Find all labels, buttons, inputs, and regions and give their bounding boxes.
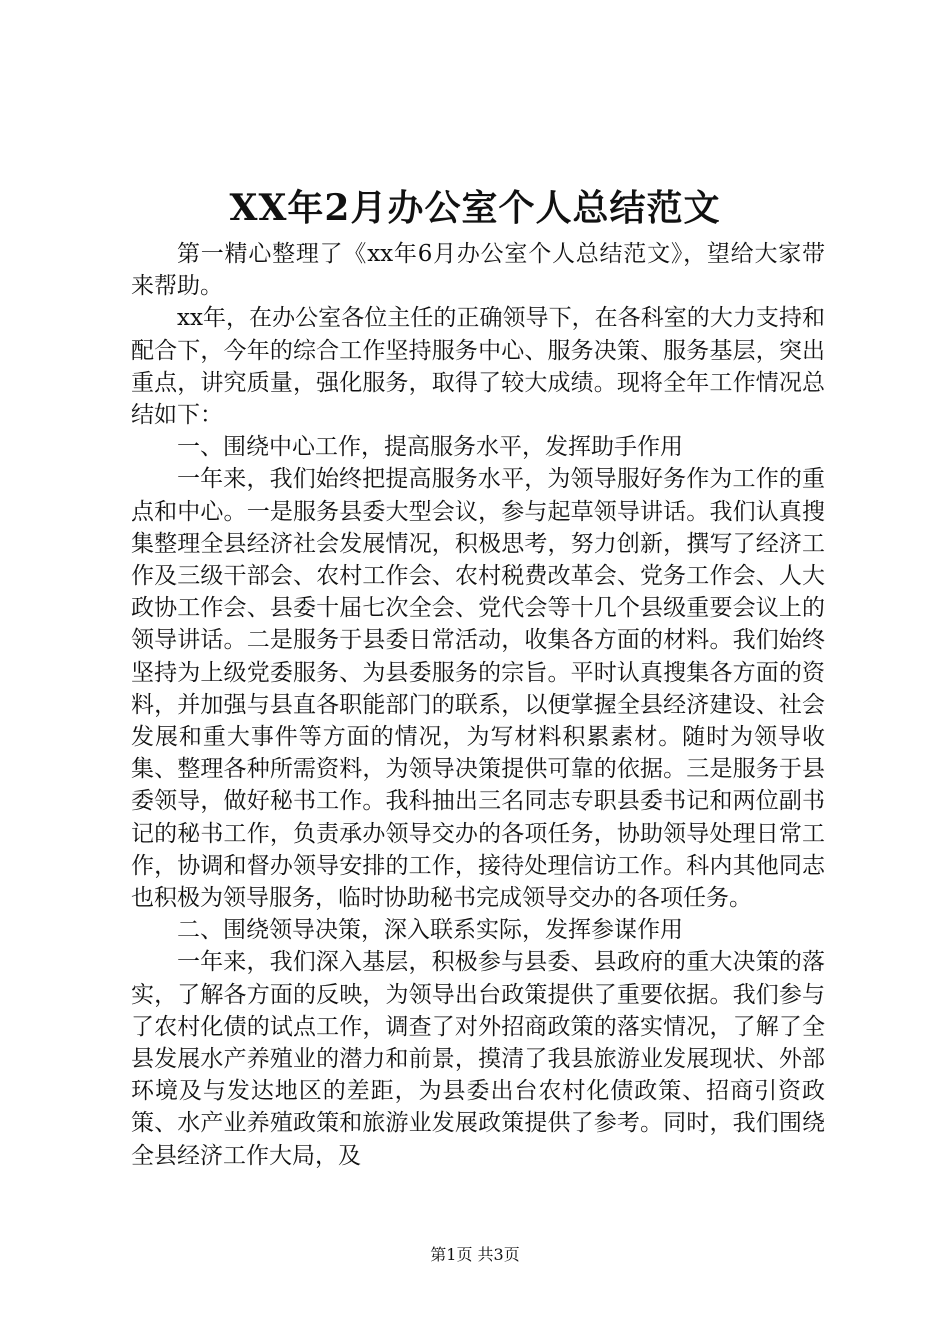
document-title: XX年2月办公室个人总结范文 — [229, 187, 721, 229]
section-body-1: 一年来，我们始终把提高服务水平，为领导服好务作为工作的重点和中心。一是服务县委大型会议，参与起草领导讲话。我们认真搜集整理全县经济社会发展情况，积极思考，努力创新，撰写了经济工作及三级干部会、农村工作会、农村税费改革会、党务工作会、人大政协工作会、县委十届七次全会、党代会等十几个县级重要会议上的领导讲话。二是服务于县委日常活动，收集各方面的材料。我们始终坚持为上级党委服务、为县委服务的宗旨。平时认真搜集各方面的资料，并加强与县直各职能部门的联系，以便掌握全县经济建设、社会发展和重大事件等方面的情况，为写材料积累素材。随时为领导收集、整理各种所需资料，为领导决策提供可靠的依据。三是服务于县委领导，做好秘书工作。我科抽出三名同志专职县委书记和两位副书记的秘书工作，负责承办领导交办的各项任务，协助领导处理日常工作，协调和督办领导安排的工作，接待处理信访工作。科内其他同志也积极为领导服务，临时协助秘书完成领导交办的各项任务。 — [131, 466, 825, 912]
intro-paragraph: 第一精心整理了《xx年6月办公室个人总结范文》，望给大家带来帮助。 — [131, 241, 825, 300]
section-heading-1: 一、围绕中心工作，提高服务水平，发挥助手作用 — [177, 434, 683, 461]
page-footer: 第1页 共3页 — [430, 1245, 520, 1264]
section-heading-2: 二、围绕领导决策，深入联系实际，发挥参谋作用 — [177, 917, 683, 944]
document-body — [131, 238, 825, 1172]
section-body-2: 一年来，我们深入基层，积极参与县委、县政府的重大决策的落实，了解各方面的反映，为领导出台政策提供了重要依据。我们参与了农村化债的试点工作，调查了对外招商政策的落实情况，了解了全县发展水产养殖业的潜力和前景，摸清了我县旅游业发展现状、外部环境及与发达地区的差距，为县委出台农村化债政策、招商引资政策、水产业养殖政策和旅游业发展政策提供了参考。同时，我们围绕全县经济工作大局，及 — [131, 949, 825, 1169]
summary-paragraph: xx年，在办公室各位主任的正确领导下，在各科室的大力支持和配合下，今年的综合工作坚持服务中心、服务决策、服务基层，突出重点，讲究质量，强化服务，取得了较大成绩。现将全年工作情况总结如下： — [131, 305, 825, 429]
